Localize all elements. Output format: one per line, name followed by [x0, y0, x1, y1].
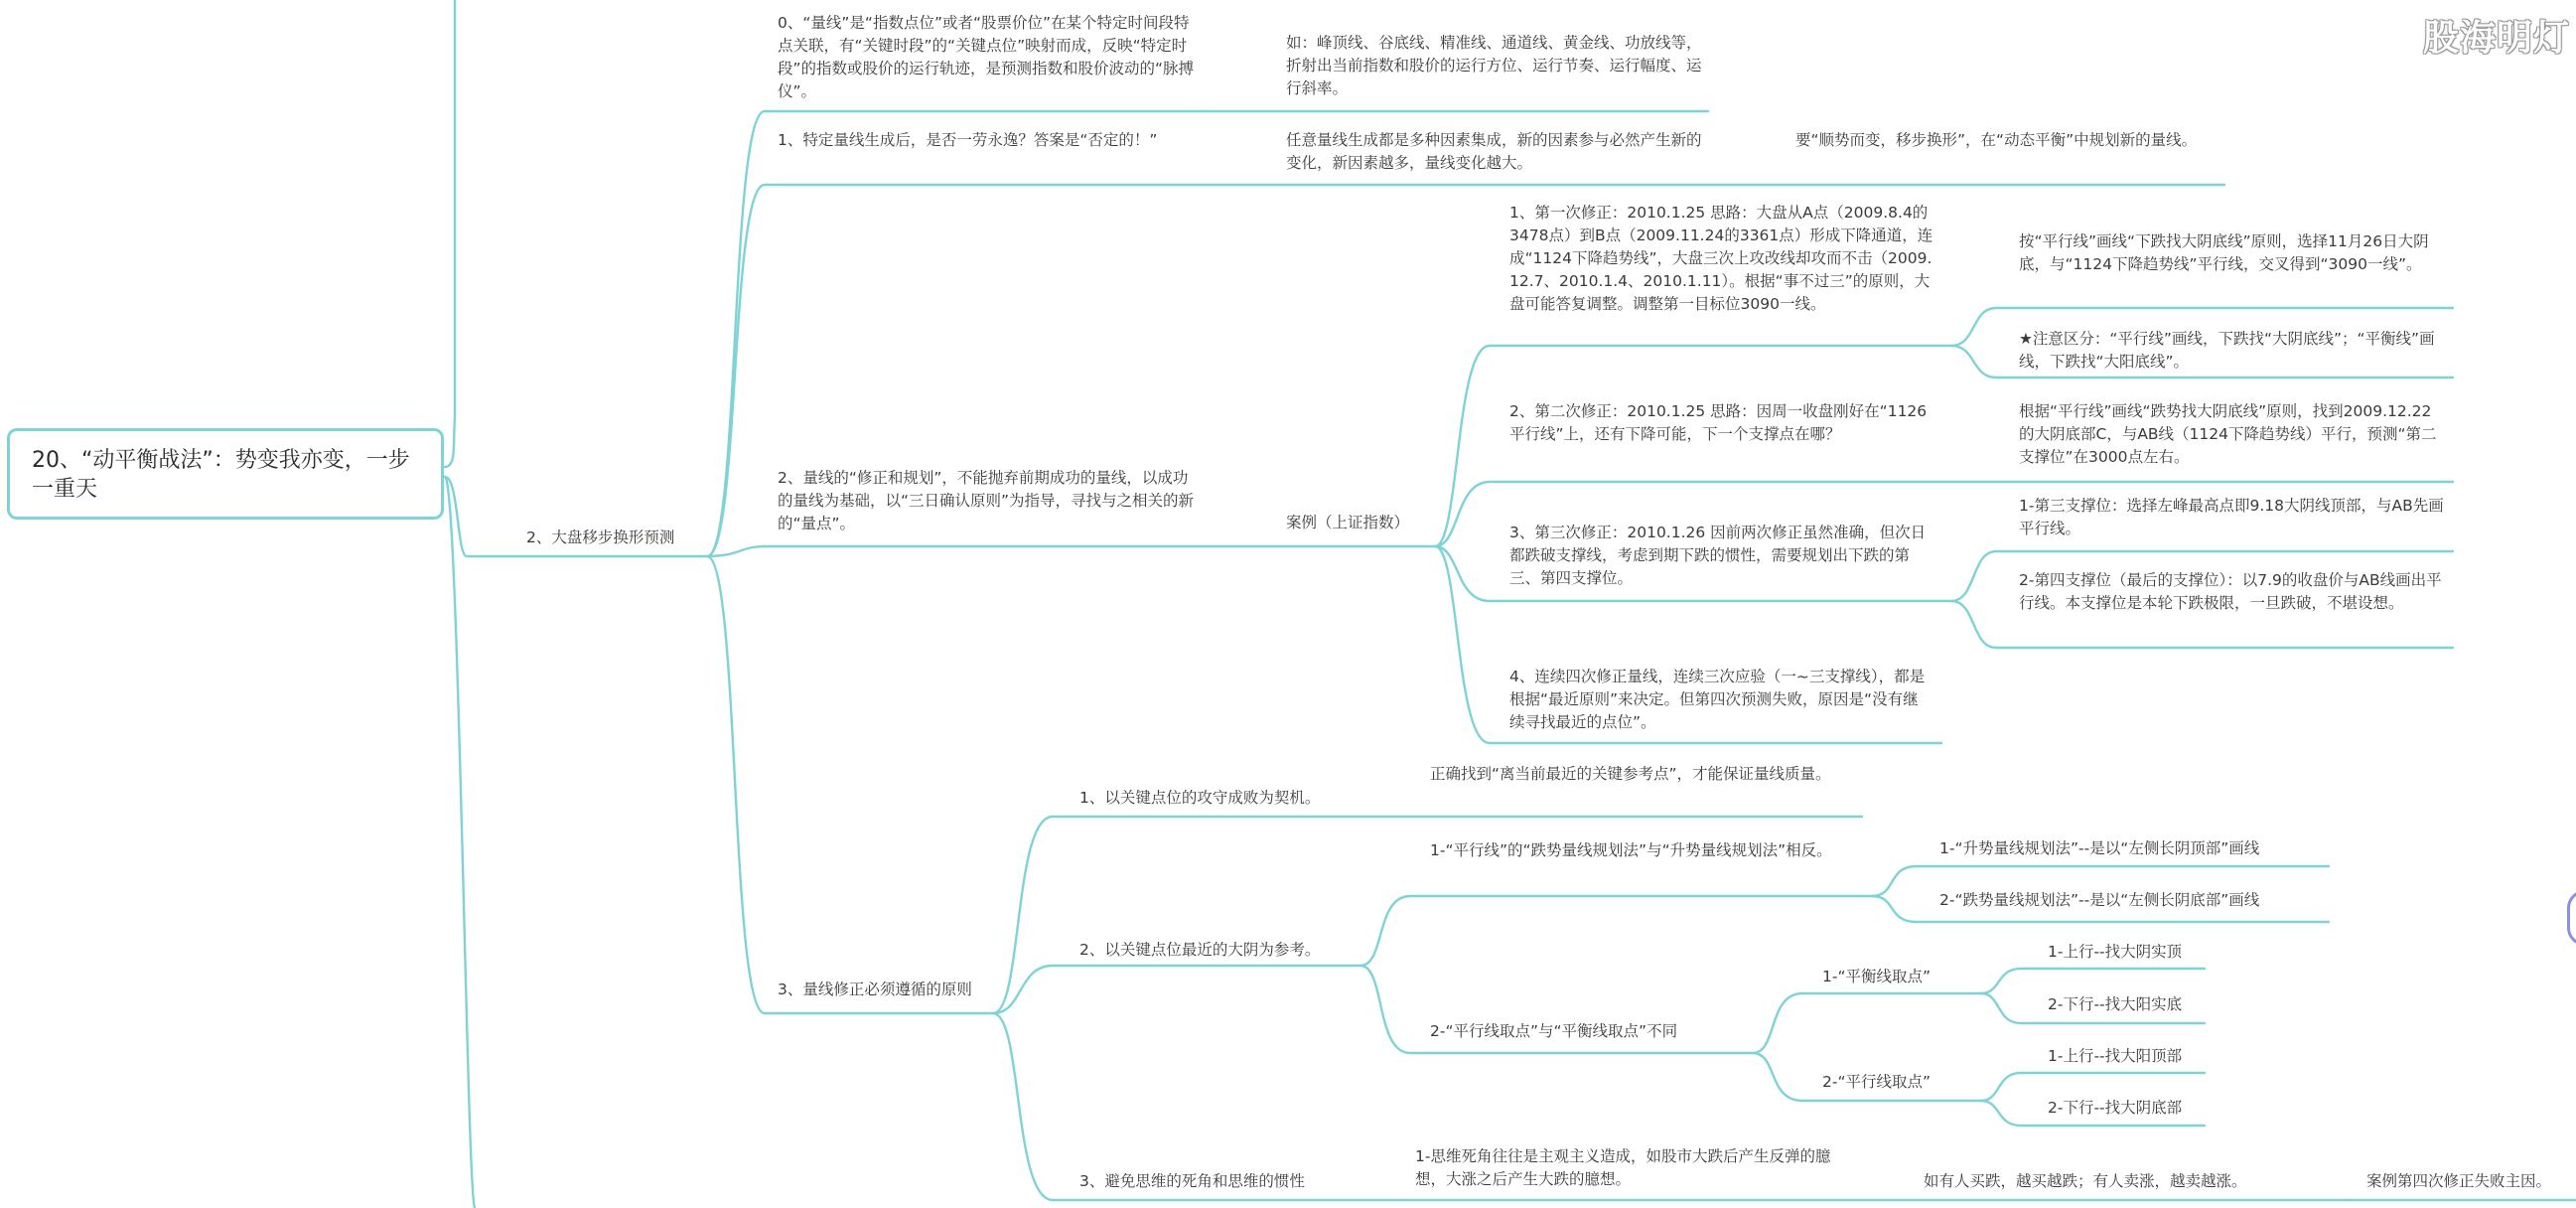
case-revision-3-support-3[interactable]: 1-第三支撑位：选择左峰最高点即9.18大阴线顶部，与AB先画平行线。 — [2019, 497, 2444, 537]
topic-question-1-reason[interactable]: 任意量线生成都是多种因素集成，新的因素参与必然产生新的变化，新因素越多，量线变化越大。 — [1286, 131, 1702, 172]
case-revision-2[interactable]: 2、第二次修正：2010.1.25 思路：因周一收盘刚好在“1126平行线”上，还有下降可能，下一个支撑点在哪？ — [1509, 402, 1928, 443]
principle-3[interactable]: 3、避免思维的死角和思维的惯性 — [1079, 1172, 1305, 1190]
parallel-up-rule[interactable]: 1-上行--找大阳顶部 — [2048, 1047, 2183, 1065]
principle-2-parallel-line[interactable]: 1-“平行线”的“跌势量线规划法”与“升势量线规划法”相反。 — [1430, 841, 1832, 859]
connector — [993, 966, 1360, 1013]
branch-market-forecast[interactable]: 2、大盘移步换形预测 — [526, 528, 675, 546]
principle-2-balance-line-point[interactable]: 1-“平衡线取点” — [1822, 968, 1932, 985]
case-revision-3-support-4[interactable]: 2-第四支撑位（最后的支撑位）：以7.9的收盘价与AB线画出平行线。本支撑位是本轮下跌极限，一旦跌破，不堪设想。 — [2019, 571, 2442, 612]
connector — [1435, 346, 1951, 546]
topic-definition[interactable]: 0、“量线”是“指数点位”或者“股票价位”在某个特定时间段特点关联，有“关键时段”的“关键点位”映射而成，反映“特定时段”的指数或股价的运行轨迹，是预测指数和股价波动的“脉搏仪”。 — [778, 14, 1195, 100]
balance-down-rule[interactable]: 2-下行--找大阳实底 — [2048, 995, 2183, 1013]
connector — [707, 556, 993, 1013]
principle-2-uptrend-rule[interactable]: 1-“升势量线规划法”--是以“左侧长阴顶部”画线 — [1939, 839, 2260, 857]
principle-3-example[interactable]: 如有人买跌，越买越跌；有人卖涨，越卖越涨。 — [1924, 1172, 2247, 1190]
branch-revision-principles[interactable]: 3、量线修正必须遵循的原则 — [778, 981, 972, 998]
connector — [707, 546, 1207, 556]
topic-definition-examples[interactable]: 如：峰顶线、谷底线、精准线、通道线、黄金线、功放线等，折射出当前指数和股价的运行方位、运行节奏、运行幅度、运行斜率。 — [1286, 34, 1702, 97]
principle-1[interactable]: 1、以关键点位的攻守成败为契机。 — [1079, 789, 1321, 807]
topic-question-1[interactable]: 1、特定量线生成后，是否一劳永逸？答案是“否定的！” — [778, 131, 1158, 149]
watermark-logo: 股海明灯 — [2423, 18, 2571, 59]
principle-2-parallel-line-point[interactable]: 2-“平行线取点” — [1822, 1073, 1932, 1091]
principle-2-point-difference[interactable]: 2-“平行线取点”与“平衡线取点”不同 — [1430, 1022, 1678, 1040]
principle-3-case-link[interactable]: 案例第四次修正失败主因。 — [2366, 1172, 2552, 1190]
case-revision-3[interactable]: 3、第三次修正：2010.1.26 因前两次修正虽然准确，但次日都跌破支撑线，考虑到期下跌的惯性，需要规划出下跌的第三、第四支撑位。 — [1509, 524, 1927, 587]
connector — [1981, 969, 2205, 993]
case-revision-1-method[interactable]: 按“平行线”画线“下跌找大阴底线”原则，选择11月26日大阴底，与“1124下降趋势线”平行线，交叉得到“3090一线”。 — [2019, 232, 2429, 273]
topic-revision-planning[interactable]: 2、量线的“修正和规划”，不能抛弃前期成功的量线，以成功的量线为基础，以“三日确认原则”为指导，寻找与之相关的新的“量点”。 — [778, 469, 1195, 532]
connector — [445, 0, 455, 467]
topic-case-shanghai-index[interactable]: 案例（上证指数） — [1286, 514, 1410, 531]
principle-2-downtrend-rule[interactable]: 2-“跌势量线规划法”--是以“左侧长阴底部”画线 — [1939, 891, 2260, 909]
topic-question-1-advice[interactable]: 要“顺势而变，移步换形”，在“动态平衡”中规划新的量线。 — [1795, 131, 2198, 149]
principle-3-detail[interactable]: 1-思维死角往往是主观主义造成，如股市大跌后产生反弹的臆想，大涨之后产生大跌的臆想。 — [1415, 1147, 1831, 1188]
principle-1-detail[interactable]: 正确找到“离当前最近的关键参考点”，才能保证量线质量。 — [1430, 765, 1831, 783]
connector — [445, 477, 475, 1208]
case-revision-4[interactable]: 4、连续四次修正量线，连续三次应验（一~三支撑线），都是根据“最近原则”来决定。但第四次预测失败，原因是“没有继续寻找最近的点位”。 — [1509, 668, 1926, 731]
parallel-down-rule[interactable]: 2-下行--找大阴底部 — [2048, 1099, 2183, 1117]
case-revision-2-method[interactable]: 根据“平行线”画线“跌势找大阴底线”原则，找到2009.12.22的大阴底部C，与AB线（1124下降趋势线）平行，预测“第二支撑位”在3000点左右。 — [2019, 402, 2437, 466]
connector — [1753, 993, 1981, 1053]
case-revision-1[interactable]: 1、第一次修正：2010.1.25 思路：大盘从A点（2009.8.4的3478点）到B点（2009.11.24的3361点）形成下降通道，连成“1124下降趋势线”，大盘三次上攻改线却攻而不击（2009.12.7、2010.1.4、2010.1.11）。根据“事不过三”的原则，大盘可能答复调整。调整第一目标位3090一线。 — [1509, 204, 1933, 313]
connector — [993, 817, 1370, 1013]
principle-2[interactable]: 2、以关键点位最近的大阴为参考。 — [1079, 941, 1321, 959]
case-revision-1-note[interactable]: ★注意区分：“平行线”画线，下跌找“大阴底线”；“平衡线”画线，下跌找“大阳底线”。 — [2019, 330, 2435, 371]
balance-up-rule[interactable]: 1-上行--找大阴实顶 — [2048, 943, 2183, 961]
connector — [1360, 896, 1872, 966]
root-topic[interactable]: 20、“动平衡战法”：势变我亦变，一步一重天 — [7, 428, 444, 520]
